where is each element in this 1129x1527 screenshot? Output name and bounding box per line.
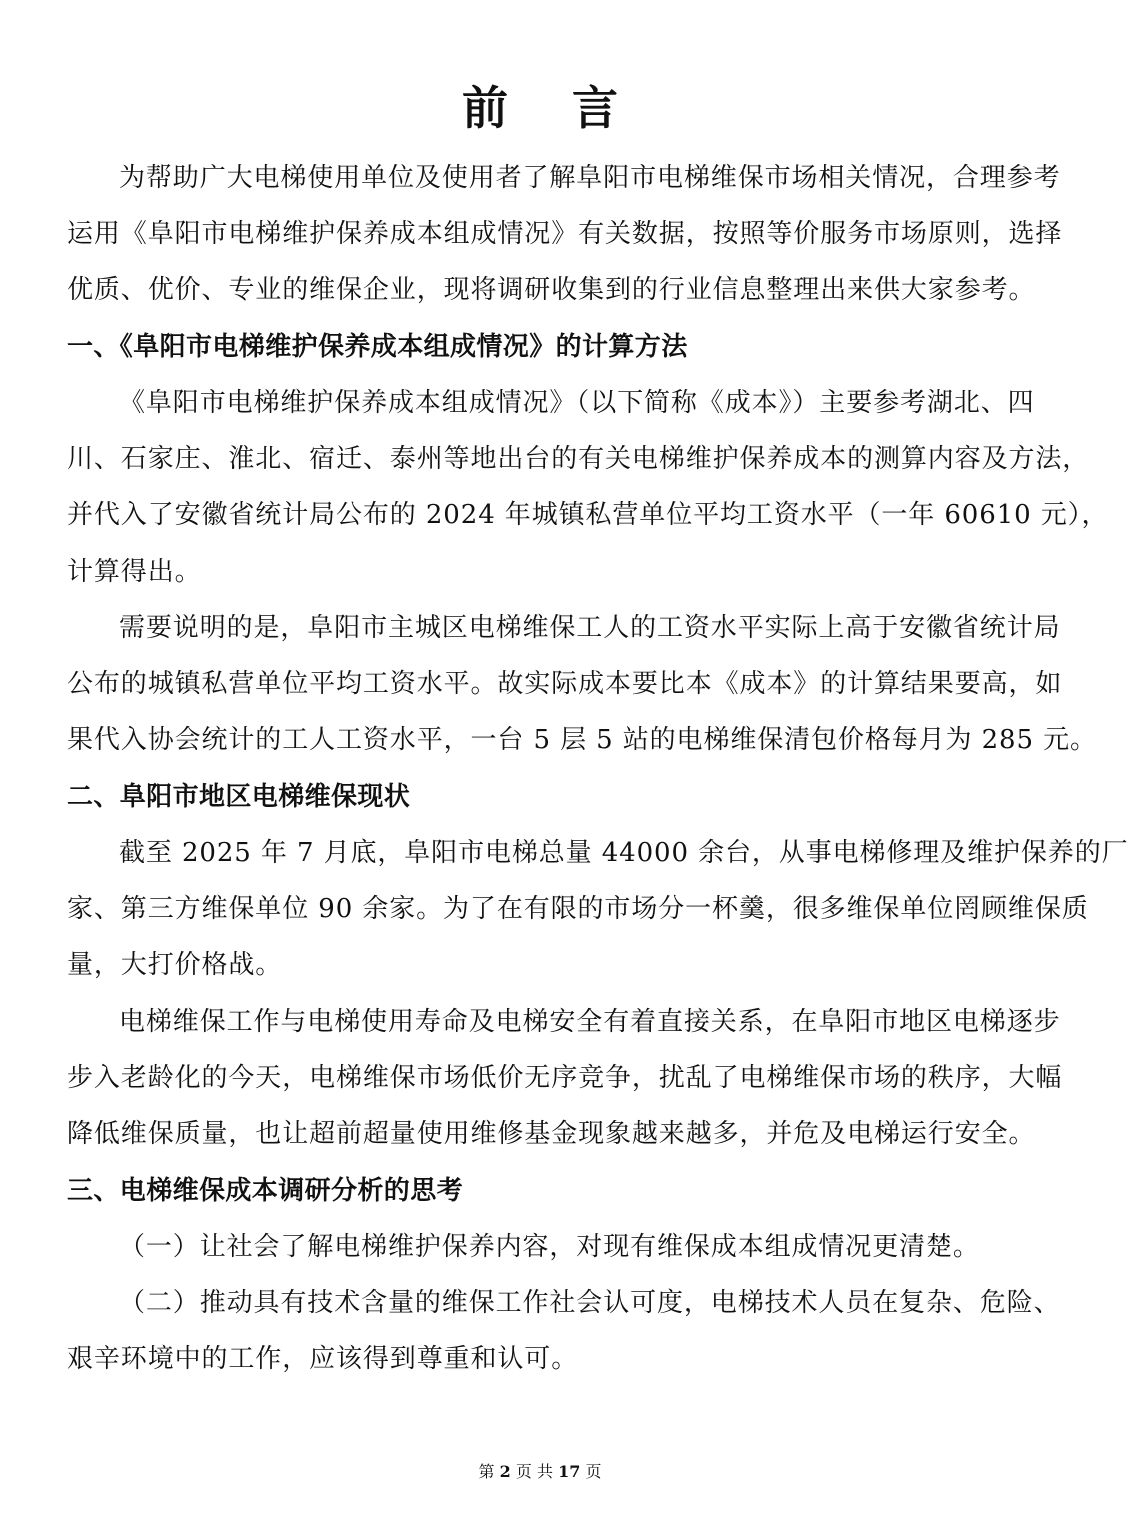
- body-text-line: 公布的城镇私营单位平均工资水平。故实际成本要比本《成本》的计算结果要高，如: [67, 669, 1063, 699]
- body-text-line: 运用《阜阳市电梯维护保养成本组成情况》有关数据，按照等价服务市场原则，选择: [67, 219, 1063, 249]
- body-text-line: 电梯维保工作与电梯使用寿命及电梯安全有着直接关系，在阜阳市地区电梯逐步: [119, 1007, 1061, 1037]
- footer-prefix: 第: [478, 1462, 495, 1481]
- body-text-line: 计算得出。: [67, 557, 202, 587]
- page-title: 前言: [462, 81, 682, 135]
- body-text-line: 艰辛环境中的工作，应该得到尊重和认可。: [67, 1344, 579, 1374]
- current-page-number: 2: [499, 1462, 511, 1481]
- body-text-line: 川、石家庄、淮北、宿迁、泰州等地出台的有关电梯维护保养成本的测算内容及方法，: [67, 444, 1090, 474]
- section-heading-3: 三、电梯维保成本调研分析的思考: [67, 1176, 464, 1206]
- body-text-line: 并代入了安徽省统计局公布的 2024 年城镇私营单位平均工资水平（一年 60610 元），: [67, 500, 1109, 530]
- body-text-line: 优质、优价、专业的维保企业，现将调研收集到的行业信息整理出来供大家参考。: [67, 275, 1036, 305]
- total-page-count: 17: [558, 1462, 581, 1481]
- body-text-line: 《阜阳市电梯维护保养成本组成情况》（以下简称《成本》）主要参考湖北、四: [119, 388, 1035, 418]
- body-text-line: 为帮助广大电梯使用单位及使用者了解阜阳市电梯维保市场相关情况，合理参考: [119, 163, 1061, 193]
- body-text-line: 步入老龄化的今天，电梯维保市场低价无序竞争，扰乱了电梯维保市场的秩序，大幅: [67, 1063, 1063, 1093]
- body-text-line: （一）让社会了解电梯维护保养内容，对现有维保成本组成情况更清楚。: [119, 1232, 980, 1262]
- body-text-line: 果代入协会统计的工人工资水平，一台 5 层 5 站的电梯维保清包价格每月为 285 元。: [67, 725, 1097, 755]
- body-text-line: 截至 2025 年 7 月底，阜阳市电梯总量 44000 余台，从事电梯修理及维护保养的厂: [119, 838, 1129, 868]
- footer-suffix: 页: [585, 1462, 602, 1481]
- body-text-line: 需要说明的是，阜阳市主城区电梯维保工人的工资水平实际上高于安徽省统计局: [119, 613, 1061, 643]
- section-heading-1: 一、《阜阳市电梯维护保养成本组成情况》的计算方法: [67, 332, 688, 362]
- body-text-line: 量，大打价格战。: [67, 950, 283, 980]
- section-heading-2: 二、阜阳市地区电梯维保现状: [67, 782, 411, 812]
- body-text-line: 降低维保质量，也让超前超量使用维修基金现象越来越多，并危及电梯运行安全。: [67, 1119, 1036, 1149]
- body-text-line: 家、第三方维保单位 90 余家。为了在有限的市场分一杯羹，很多维保单位罔顾维保质: [67, 894, 1089, 924]
- page-number-footer: [0, 1462, 1080, 1482]
- body-text-line: （二）推动具有技术含量的维保工作社会认可度，电梯技术人员在复杂、危险、: [119, 1288, 1061, 1318]
- footer-middle: 页 共: [515, 1462, 553, 1481]
